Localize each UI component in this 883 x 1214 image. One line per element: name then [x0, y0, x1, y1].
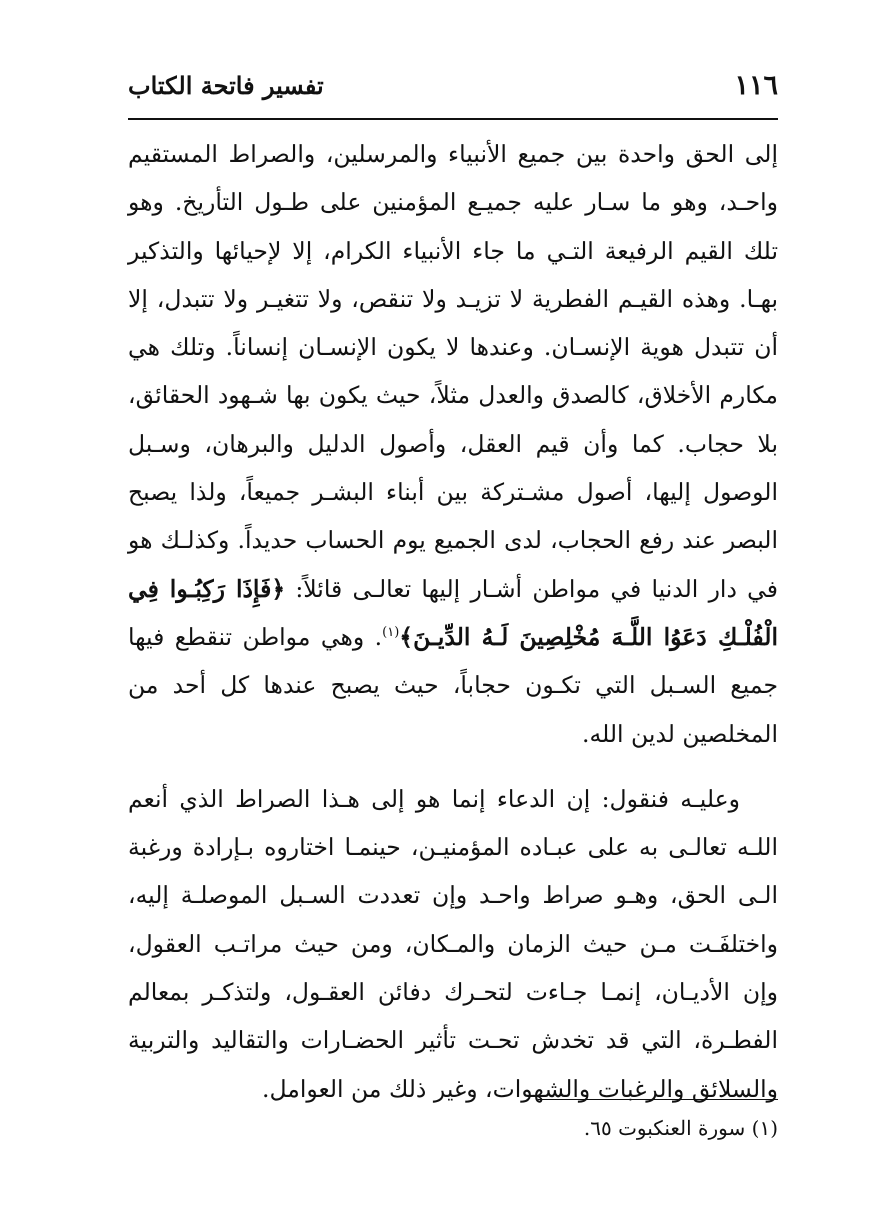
quran-verse: ﴿فَإِذَا رَكِبُـوا فِي الْفُلْـكِ دَعَوُا اللَّـهَ مُخْلِصِينَ لَـهُ الدِّيـنَ﴾ [128, 574, 778, 651]
page-number: ١١٦ [734, 69, 778, 101]
paragraph-2: وعليـه فنقول: إن الدعاء إنما هو إلى هـذا الصراط الذي أنعم اللـه تعالـى به على عبـاده المؤمنيـن، حينمـا اختاروه بـإرادة ورغبة الـى الحق، وهـو صراط واحـد وإن تعددت السـبل الموصلـة إليه، واختلفَـت مـن حيث الزمان والمـكان، ومن حيث مراتـب العقول، وإن الأديـان، إنمـا جـاءت لتحـرك دفائن العقـول، ولتذكـر بمعالم الفطـرة، التي قد تخدش تحـت تأثير الحضـارات والتقاليد والتربية والسلائق والرغبات والشهوات، وغير ذلك من العوامل. [128, 784, 778, 1103]
footnote-divider [538, 1099, 778, 1100]
body-text [128, 130, 778, 1113]
paragraph-1-text: إلى الحق واحدة بين جميع الأنبياء والمرسلين، والصراط المستقيم واحـد، وهو ما سـار عليه جميـع المؤمنين على طـول التأريخ. وهو تلك القيم الرفيعة التـي ما جاء الأنبياء الكرام، إلا لإحيائها والتذكير بهـا. وهذه القيـم الفطرية لا تزيـد ولا تنقص، ولا تتغيـر ولا تتبدل، إلا أن تتبدل هوية الإنسـان. وعندها لا يكون الإنسـان إنساناً. وتلك هي مكارم الأخلاق، كالصدق والعدل مثلاً، حيث يكون بها شـهود الحقائق، بلا حجاب. كما وأن قيم العقل، وأصول الدليل والبرهان، وسـبل الوصول إليها، أصول مشـتركة بين أبناء البشـر جميعاً، ولذا يصبح البصر عند رفع الحجاب، لدى الجميع يوم الحساب حديداً. وكذلـك هو في دار الدنيا في مواطن أشـار إليها تعالـى قائلاً: [128, 140, 779, 603]
paragraph-1 [128, 130, 778, 758]
paragraph-1-continuation: . وهي مواطن تنقطع فيها جميع السـبل التي تكـون حجاباً، حيث يصبح عندها كل أحد من المخلصين لدين الله. [128, 622, 778, 748]
footnote: (١) سورة العنكبوت ٦٥. [583, 1116, 778, 1140]
header-divider [128, 118, 778, 120]
page-header [128, 58, 778, 112]
running-title: تفسير فاتحة الكتاب [128, 70, 324, 100]
footnote-marker: (١) [382, 625, 400, 641]
